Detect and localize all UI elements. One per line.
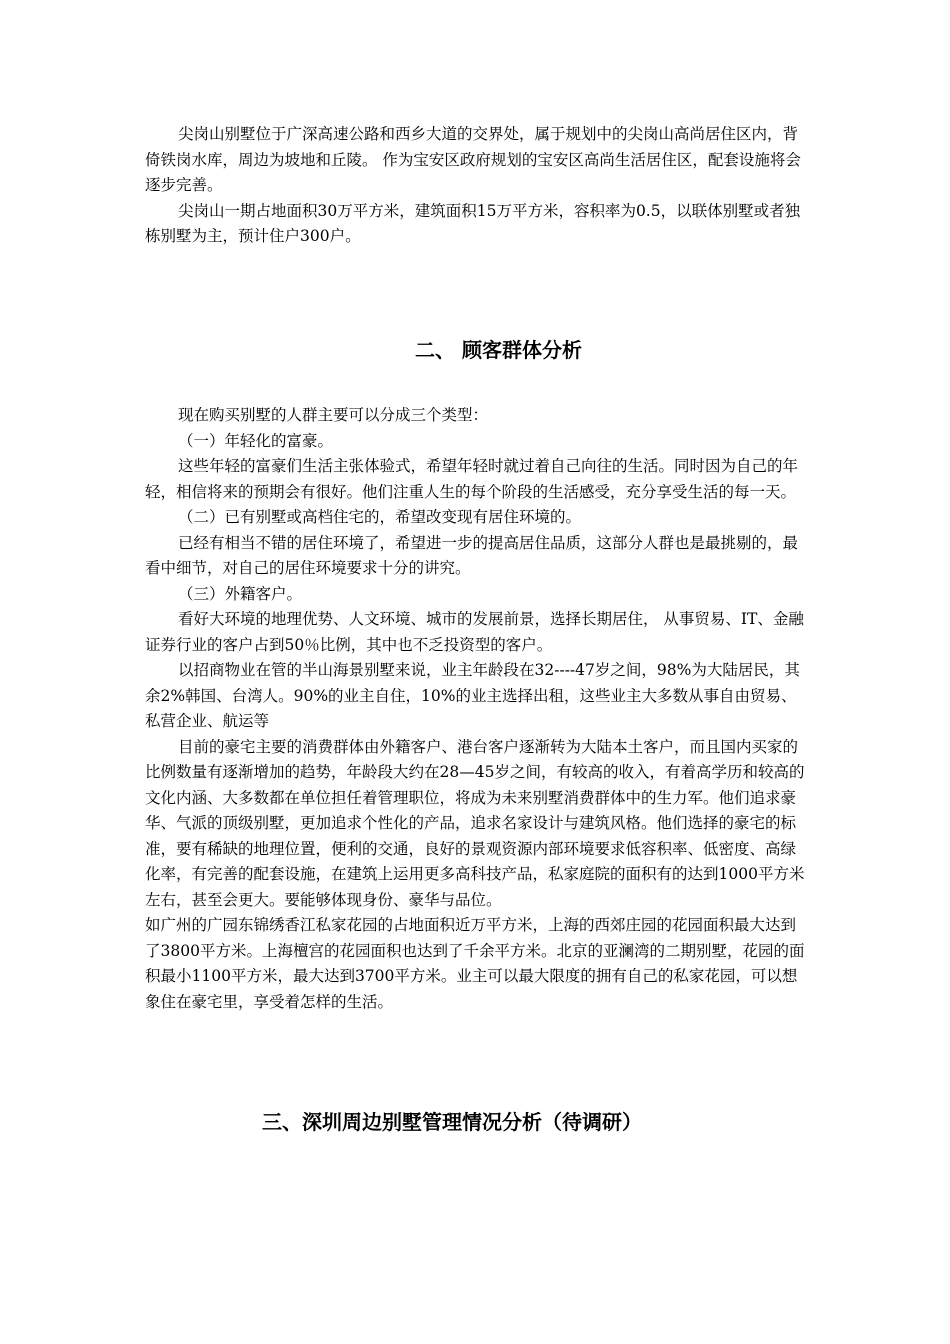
intro-paragraph: 尖岗山别墅位于广深高速公路和西乡大道的交界处，属于规划中的尖岗山高尚居住区内，背倚铁岗水库，周边为坡地和丘陵。 作为宝安区政府规划的宝安区高尚生活居住区，配套设施将会逐步完善。 (145, 125, 801, 194)
body-paragraph: （一）年轻化的富豪。 (178, 431, 334, 450)
intro-paragraph: 尖岗山一期占地面积30万平方米，建筑面积15万平方米，容积率为0.5，以联体别墅或者独栋别墅为主，预计住户300户。 (145, 201, 801, 245)
body-paragraph: 如广州的广园东锦绣香江私家花园的占地面积近万平方米，上海的西郊庄园的花园面积最大达到了3800平方米。上海檀宫的花园面积也达到了千余平方米。北京的亚澜湾的二期别墅，花园的面积最小1100平方米，最大达到3700平方米。业主可以最大限度的拥有自己的私家花园，可以想象住在豪宅里，享受着怎样的生活。 (145, 916, 805, 1011)
body-paragraph: （三）外籍客户。 (178, 584, 303, 603)
body-paragraph: 以招商物业在管的半山海景别墅来说，业主年龄段在32----47岁之间，98%为大陆居民，其余2%韩国、台湾人。90%的业主自住，10%的业主选择出租，这些业主大多数从事自由贸易、私营企业、航运等 (145, 661, 800, 730)
body-paragraph: 现在购买别墅的人群主要可以分成三个类型： (178, 406, 489, 424)
body-paragraph: 这些年轻的富豪们生活主张体验式，希望年轻时就过着自己向往的生活。同时因为自己的年轻，相信将来的预期会有很好。他们注重人生的每个阶段的生活感受，充分享受生活的每一天。 (145, 457, 799, 501)
customer-analysis-section (145, 403, 810, 1015)
body-paragraph: 目前的豪宅主要的消费群体由外籍客户、港台客户逐渐转为大陆本土客户，而且国内买家的比例数量有逐渐增加的趋势，年龄段大约在28—45岁之间，有较高的收入，有着高学历和较高的文化内涵、大多数都在单位担任着管理职位，将成为未来别墅消费群体中的生力军。他们追求豪华、气派的顶级别墅，更加追求个性化的产品，追求名家设计与建筑风格。他们选择的豪宅的标准，要有稀缺的地理位置，便利的交通，良好的景观资源内部环境要求低容积率、低密度、高绿化率，有完善的配套设施，在建筑上运用更多高科技产品，私家庭院的面积有的达到1000平方米左右，甚至会更大。要能够体现身份、豪华与品位。 (145, 737, 805, 909)
section-heading: 三、深圳周边别墅管理情况分析（待调研） (262, 1110, 642, 1134)
body-paragraph: 看好大环境的地理优势、人文环境、城市的发展前景，选择长期居住， 从事贸易、IT、金融证券行业的客户占到50％比例，其中也不乏投资型的客户。 (145, 610, 804, 654)
section-heading: 二、 顾客群体分析 (415, 338, 582, 362)
intro-section (145, 122, 810, 250)
body-paragraph: 已经有相当不错的居住环境了，希望进一步的提高居住品质，这部分人群也是最挑剔的，最看中细节，对自己的居住环境要求十分的讲究。 (145, 533, 799, 577)
body-paragraph: （二）已有别墅或高档住宅的，希望改变现有居住环境的。 (178, 508, 582, 526)
